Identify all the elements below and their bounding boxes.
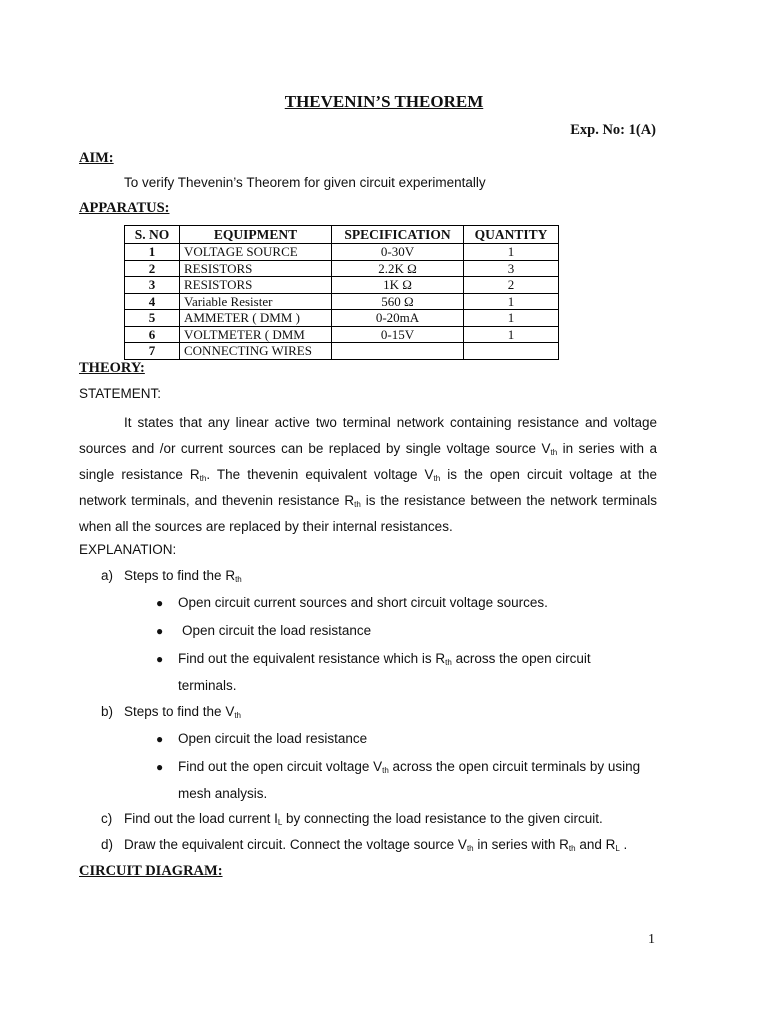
table-cell-equipment: RESISTORS [180, 277, 332, 294]
step-a-text [124, 568, 242, 583]
table-cell-qty: 3 [464, 260, 559, 277]
step-c-label: c) [101, 811, 113, 826]
subscript: th [550, 448, 558, 457]
column-header: S. NO [125, 226, 180, 244]
subscript: th [433, 474, 441, 483]
subscript: th [445, 658, 452, 667]
step-text: and R [575, 837, 616, 852]
step-c-text [124, 811, 603, 826]
step-text: . [619, 837, 628, 852]
table-row [125, 277, 559, 294]
theorem-statement [79, 410, 657, 540]
subscript: th [354, 500, 361, 509]
subscript: L [277, 818, 283, 827]
statement-text: It states that any linear active two terminal network containing resistance and voltage sources and /or current sources can be replaced by single voltage source V [79, 415, 657, 456]
statement-text: is the resistance between the network terminals when all the sources are replaced by their internal resistances. [79, 493, 658, 534]
table-cell-qty [464, 343, 559, 360]
table-cell-sno: 1 [125, 244, 180, 261]
table-row [125, 293, 559, 310]
bullet-icon: ● [156, 624, 164, 638]
table-cell-sno: 4 [125, 293, 180, 310]
table-cell-qty: 1 [464, 326, 559, 343]
step-b-label: b) [101, 704, 114, 719]
step-text: Steps to find the V [124, 704, 235, 719]
table-cell-equipment: CONNECTING WIRES [180, 343, 332, 360]
table-row [125, 343, 559, 360]
table-cell-spec [332, 343, 464, 360]
step-text: Find out the open circuit voltage V [178, 759, 383, 774]
bullet-icon: ● [156, 596, 164, 610]
list-item: Open circuit the load resistance [178, 731, 368, 746]
page-number: 1 [648, 932, 655, 947]
statement-text: is the open circuit voltage at the network terminals, and thevenin resistance R [79, 467, 657, 508]
table-cell-sno: 3 [125, 277, 180, 294]
table-cell-spec: 560 Ω [332, 293, 464, 310]
table-cell-qty: 1 [464, 310, 559, 327]
statement-label: STATEMENT: [79, 386, 162, 401]
step-text: Find out the load current I [124, 811, 278, 826]
subscript: th [382, 766, 389, 775]
bullet-icon: ● [156, 732, 164, 746]
table-cell-equipment: Variable Resister [180, 293, 332, 310]
step-text: across the open circuit terminals by using [388, 759, 641, 774]
step-text: in series with R [473, 837, 569, 852]
list-item: Open circuit current sources and short circuit voltage sources. [178, 595, 548, 610]
circuit-diagram-heading: CIRCUIT DIAGRAM: [79, 863, 223, 879]
table-row [125, 244, 559, 261]
table-cell-equipment: VOLTMETER ( DMM [180, 326, 332, 343]
table-cell-sno: 2 [125, 260, 180, 277]
list-item [178, 759, 640, 774]
table-row [125, 310, 559, 327]
aim-text: To verify Thevenin’s Theorem for given circuit experimentally [124, 175, 486, 190]
step-d-text [124, 837, 627, 852]
table-cell-spec: 2.2K Ω [332, 260, 464, 277]
table-cell-spec: 0-15V [332, 326, 464, 343]
step-a-label: a) [101, 568, 114, 583]
step-text: by connecting the load resistance to the given circuit. [282, 811, 603, 826]
table-cell-spec: 0-30V [332, 244, 464, 261]
subscript: L [615, 844, 620, 853]
aim-heading: AIM: [79, 150, 114, 166]
step-text: across the open circuit [451, 651, 591, 666]
table-cell-sno: 6 [125, 326, 180, 343]
table-cell-spec: 0-20mA [332, 310, 464, 327]
step-text: Find out the equivalent resistance which is R [178, 651, 446, 666]
table-cell-qty: 1 [464, 244, 559, 261]
table-cell-equipment: AMMETER ( DMM ) [180, 310, 332, 327]
table-row [125, 260, 559, 277]
column-header: QUANTITY [464, 226, 559, 244]
apparatus-table [124, 225, 559, 360]
page-title: THEVENIN’S THEOREM [284, 92, 484, 111]
column-header: SPECIFICATION [332, 226, 464, 244]
explanation-label: EXPLANATION: [79, 542, 177, 557]
table-cell-qty: 1 [464, 293, 559, 310]
list-item-continuation: mesh analysis. [178, 786, 268, 801]
subscript: th [466, 844, 474, 853]
subscript: th [199, 474, 207, 483]
column-header: EQUIPMENT [180, 226, 332, 244]
apparatus-heading: APPARATUS: [79, 200, 170, 216]
subscript: th [234, 711, 241, 720]
table-cell-equipment: RESISTORS [180, 260, 332, 277]
subscript: th [568, 844, 576, 853]
bullet-icon: ● [156, 652, 164, 666]
table-cell-sno: 5 [125, 310, 180, 327]
statement-text: in series with a single resistance R [79, 441, 657, 482]
step-text: Steps to find the R [124, 568, 236, 583]
table-header-row [125, 226, 559, 244]
table-cell-sno: 7 [125, 343, 180, 360]
table-cell-spec: 1K Ω [332, 277, 464, 294]
table-cell-qty: 2 [464, 277, 559, 294]
subscript: th [235, 575, 242, 584]
step-b-text [124, 704, 241, 719]
list-item-continuation: terminals. [178, 678, 237, 693]
table-cell-equipment: VOLTAGE SOURCE [180, 244, 332, 261]
step-text: Draw the equivalent circuit. Connect the voltage source V [124, 837, 467, 852]
theory-heading: THEORY: [79, 360, 145, 376]
statement-text: . The thevenin equivalent voltage V [206, 467, 434, 482]
list-item [178, 651, 591, 666]
bullet-icon: ● [156, 760, 164, 774]
step-d-label: d) [101, 837, 114, 852]
table-row [125, 326, 559, 343]
experiment-number: Exp. No: 1(A) [570, 122, 656, 138]
list-item: Open circuit the load resistance [182, 623, 372, 638]
